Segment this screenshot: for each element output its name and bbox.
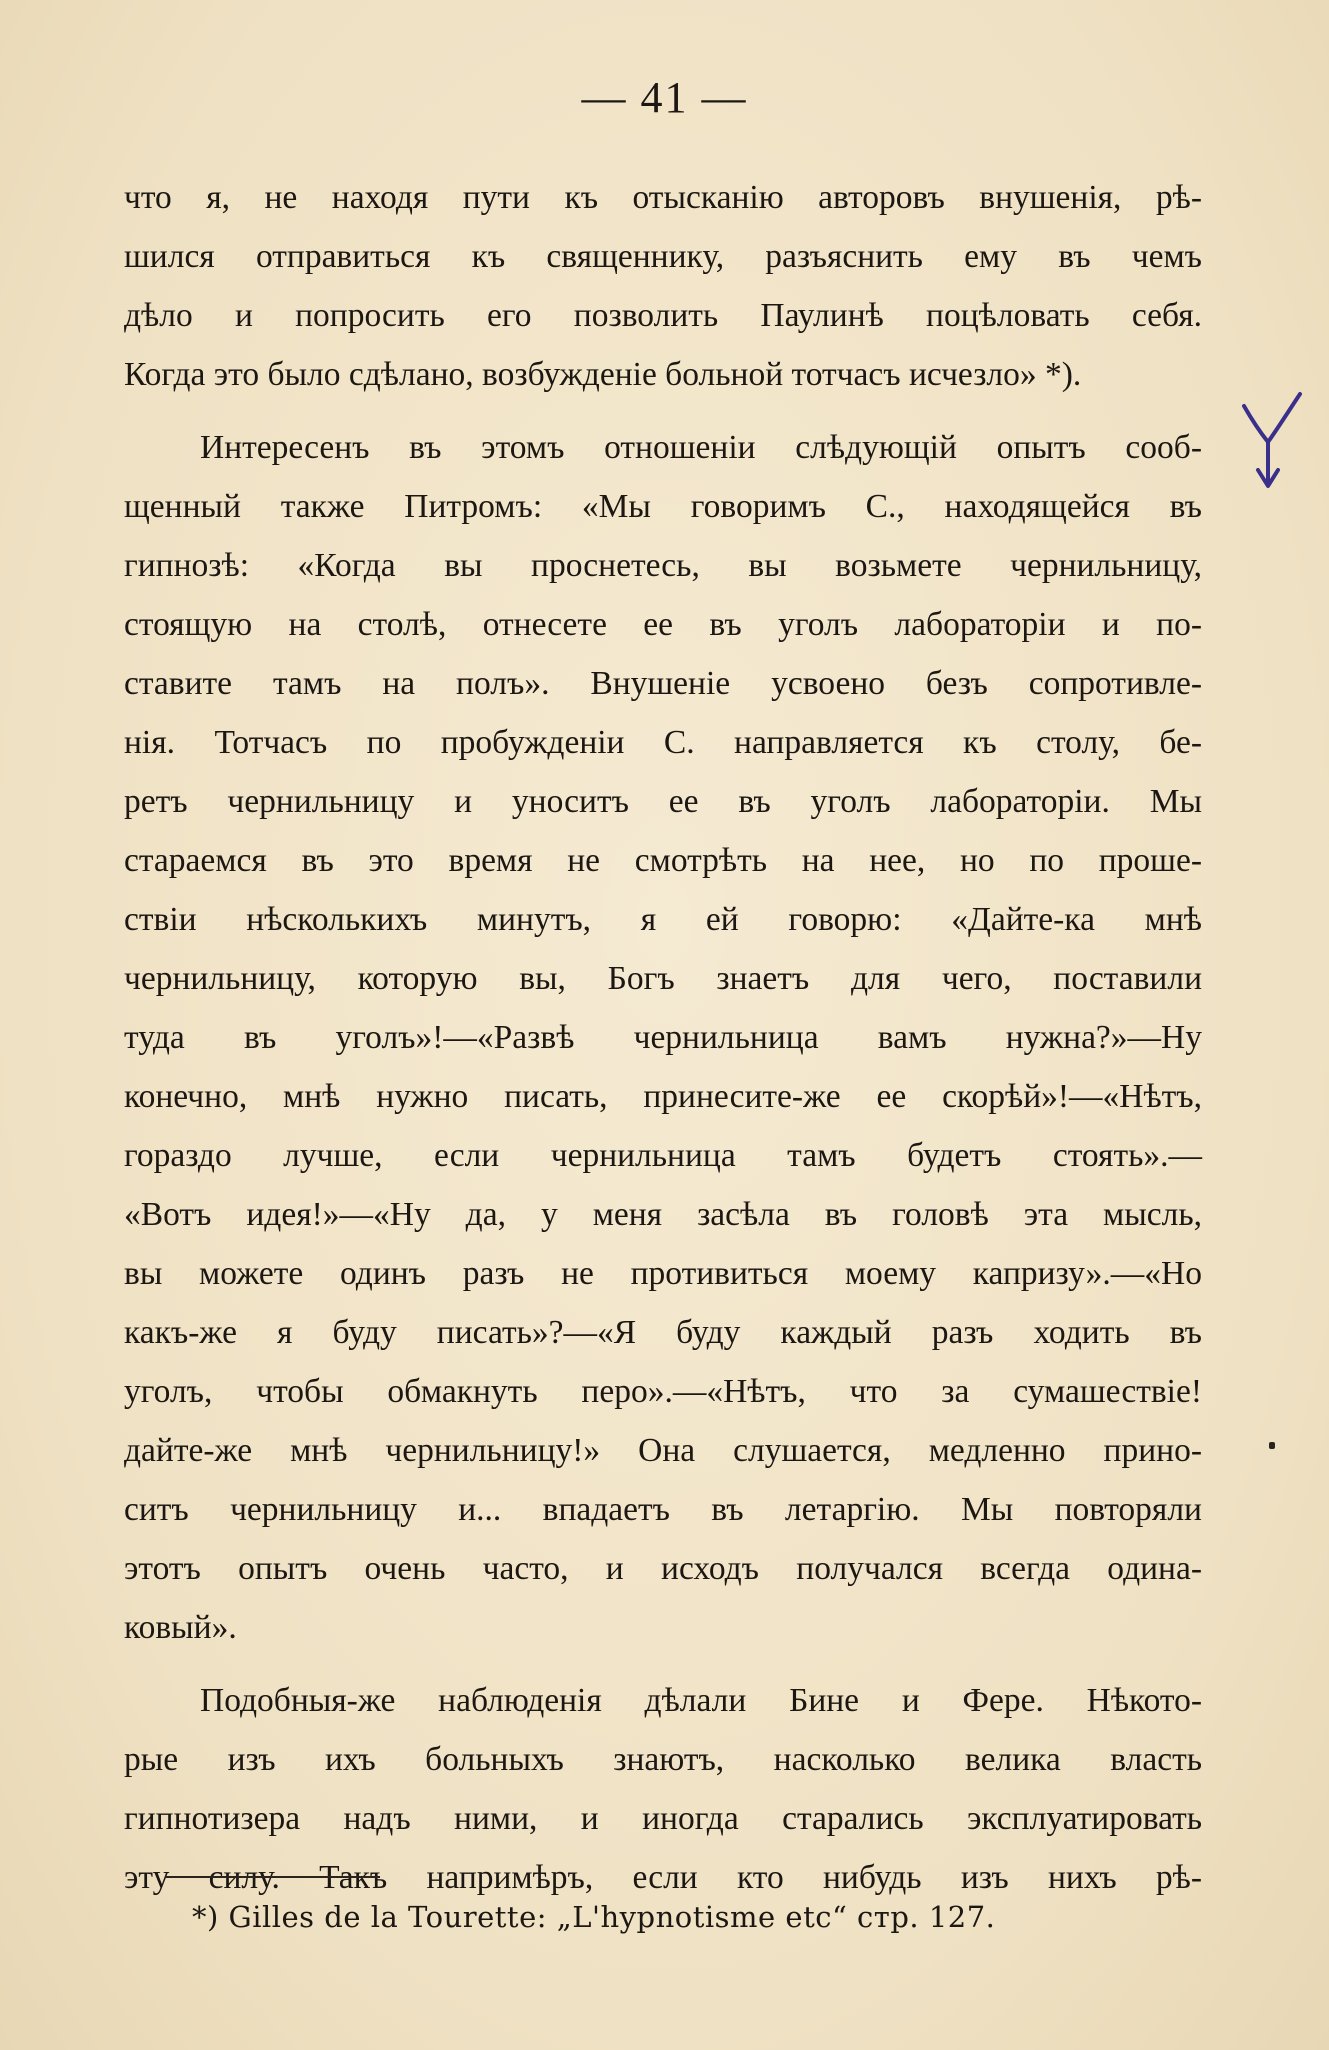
text-line: гипнозѣ: «Когда вы проснетесь, вы возьмете чернильницу,: [124, 547, 1202, 584]
text-line: ситъ чернильницу и... впадаетъ въ летаргію. Мы повторяли: [124, 1491, 1202, 1528]
page-number: — 41 —: [581, 73, 748, 122]
text-line: этотъ опытъ очень часто, и исходъ получался всегда одина-: [124, 1550, 1202, 1587]
text-line: рые изъ ихъ больныхъ знаютъ, насколько велика власть: [124, 1741, 1202, 1778]
text-line: «Вотъ идея!»—«Ну да, у меня засѣла въ головѣ эта мысль,: [124, 1196, 1202, 1233]
text-line: стараемся въ это время не смотрѣть на нее, но по проше-: [124, 842, 1202, 879]
text-line: какъ-же я буду писать»?—«Я буду каждый разъ ходить въ: [124, 1314, 1202, 1351]
text-line: гораздо лучше, если чернильница тамъ будетъ стоять».—: [124, 1137, 1202, 1174]
footnote-rule: [165, 1876, 380, 1878]
text-line: Интересенъ въ этомъ отношеніи слѣдующій опытъ сооб-: [200, 429, 1202, 466]
handwritten-check-mark-icon: [1238, 390, 1308, 500]
text-line: щенный также Питромъ: «Мы говоримъ С., находящейся въ: [124, 488, 1202, 525]
paragraph-gap: [124, 1657, 1202, 1671]
text-line: ковый».: [124, 1609, 237, 1646]
text-line: дайте-же мнѣ чернильницу!» Она слушается, медленно прино-: [124, 1432, 1202, 1469]
text-line: Когда это было сдѣлано, возбужденіе больной тотчасъ исчезло» *).: [124, 356, 1082, 393]
text-line: стоящую на столѣ, отнесете ее въ уголъ лабораторіи и по-: [124, 606, 1202, 643]
text-line: гипнотизера надъ ними, и иногда старались эксплуатировать: [124, 1800, 1202, 1837]
text-line: ставите тамъ на полъ». Внушеніе усвоено безъ сопротивле-: [124, 665, 1202, 702]
text-line: ретъ чернильницу и уноситъ ее въ уголъ лабораторіи. Мы: [124, 783, 1202, 820]
text-line: вы можете одинъ разъ не противиться моему капризу».—«Но: [124, 1255, 1202, 1292]
paragraph-gap: [124, 404, 1202, 418]
text-line: туда въ уголъ»!—«Развѣ чернильница вамъ нужна?»—Ну: [124, 1019, 1202, 1056]
margin-dot: [1269, 1442, 1275, 1449]
text-line: конечно, мнѣ нужно писать, принесите-же ее скорѣй»!—«Нѣтъ,: [124, 1078, 1202, 1115]
footnote: *) Gilles de la Tourette: „L'hypnotisme etc“ стр. 127.: [192, 1900, 996, 1934]
text-line: ствіи нѣсколькихъ минутъ, я ей говорю: «Дайте-ка мнѣ: [124, 901, 1202, 938]
text-line: Подобныя-же наблюденія дѣлали Бинe и Фере. Нѣкото-: [200, 1682, 1202, 1719]
body-text: [124, 168, 1202, 1907]
text-line: чернильницу, которую вы, Богъ знаетъ для чего, поставили: [124, 960, 1202, 997]
text-line: нія. Тотчасъ по пробужденіи С. направляется къ столу, бе-: [124, 724, 1202, 761]
text-line: что я, не находя пути къ отысканію авторовъ внушенія, рѣ-: [124, 179, 1202, 216]
text-line: уголъ, чтобы обмакнуть перо».—«Нѣтъ, что за сумашествіе!: [124, 1373, 1202, 1410]
text-line: шился отправиться къ священнику, разъяснить ему въ чемъ: [124, 238, 1202, 275]
text-line: эту силу. Такъ напримѣръ, если кто нибудь изъ нихъ рѣ-: [124, 1859, 1202, 1896]
text-line: дѣло и попросить его позволить Паулинѣ поцѣловать себя.: [124, 297, 1202, 334]
